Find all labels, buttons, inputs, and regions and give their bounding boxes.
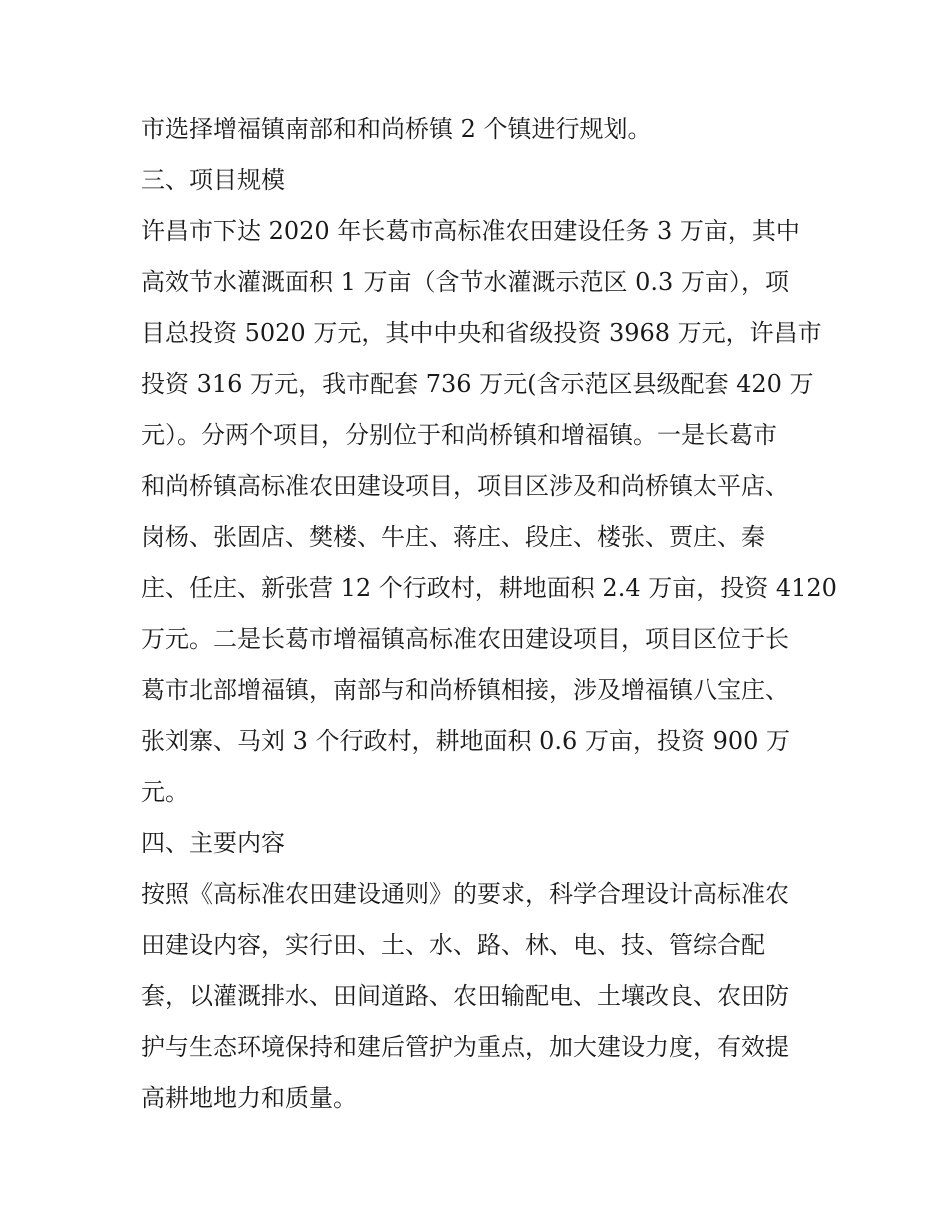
text-line: 目总投资 5020 万元，其中中央和省级投资 3968 万元，许昌市 — [141, 319, 822, 347]
text-line: 庄、任庄、新张营 12 个行政村，耕地面积 2.4 万亩，投资 4120 — [141, 574, 837, 602]
text-line: 护与生态环境保持和建后管护为重点，加大建设力度，有效提 — [141, 1033, 789, 1061]
text-line: 元。 — [141, 778, 189, 806]
text-line: 套，以灌溉排水、田间道路、农田输配电、土壤改良、农田防 — [141, 982, 789, 1010]
text-line: 市选择增福镇南部和和尚桥镇 2 个镇进行规划。 — [141, 115, 652, 143]
text-line: 高耕地地力和质量。 — [141, 1084, 357, 1112]
section-heading-scale: 三、项目规模 — [141, 166, 285, 194]
document-body — [141, 104, 837, 1124]
text-line: 投资 316 万元，我市配套 736 万元(含示范区县级配套 420 万 — [141, 370, 814, 398]
section-heading-content: 四、主要内容 — [141, 829, 285, 857]
text-line: 田建设内容，实行田、土、水、路、林、电、技、管综合配 — [141, 931, 765, 959]
text-line: 岗杨、张固店、樊楼、牛庄、蒋庄、段庄、楼张、贾庄、秦 — [141, 523, 765, 551]
text-line: 葛市北部增福镇，南部与和尚桥镇相接，涉及增福镇八宝庄、 — [141, 676, 789, 704]
text-line: 许昌市下达 2020 年长葛市高标准农田建设任务 3 万亩，其中 — [141, 217, 800, 245]
text-line: 万元。二是长葛市增福镇高标准农田建设项目，项目区位于长 — [141, 625, 789, 653]
text-line: 张刘寨、马刘 3 个行政村，耕地面积 0.6 万亩，投资 900 万 — [141, 727, 791, 755]
text-line: 元）。分两个项目，分别位于和尚桥镇和增福镇。一是长葛市 — [141, 421, 777, 449]
text-line: 和尚桥镇高标准农田建设项目，项目区涉及和尚桥镇太平店、 — [141, 472, 789, 500]
text-line: 高效节水灌溉面积 1 万亩（含节水灌溉示范区 0.3 万亩），项 — [141, 268, 789, 296]
text-line: 按照《高标准农田建设通则》的要求，科学合理设计高标准农 — [141, 880, 789, 908]
